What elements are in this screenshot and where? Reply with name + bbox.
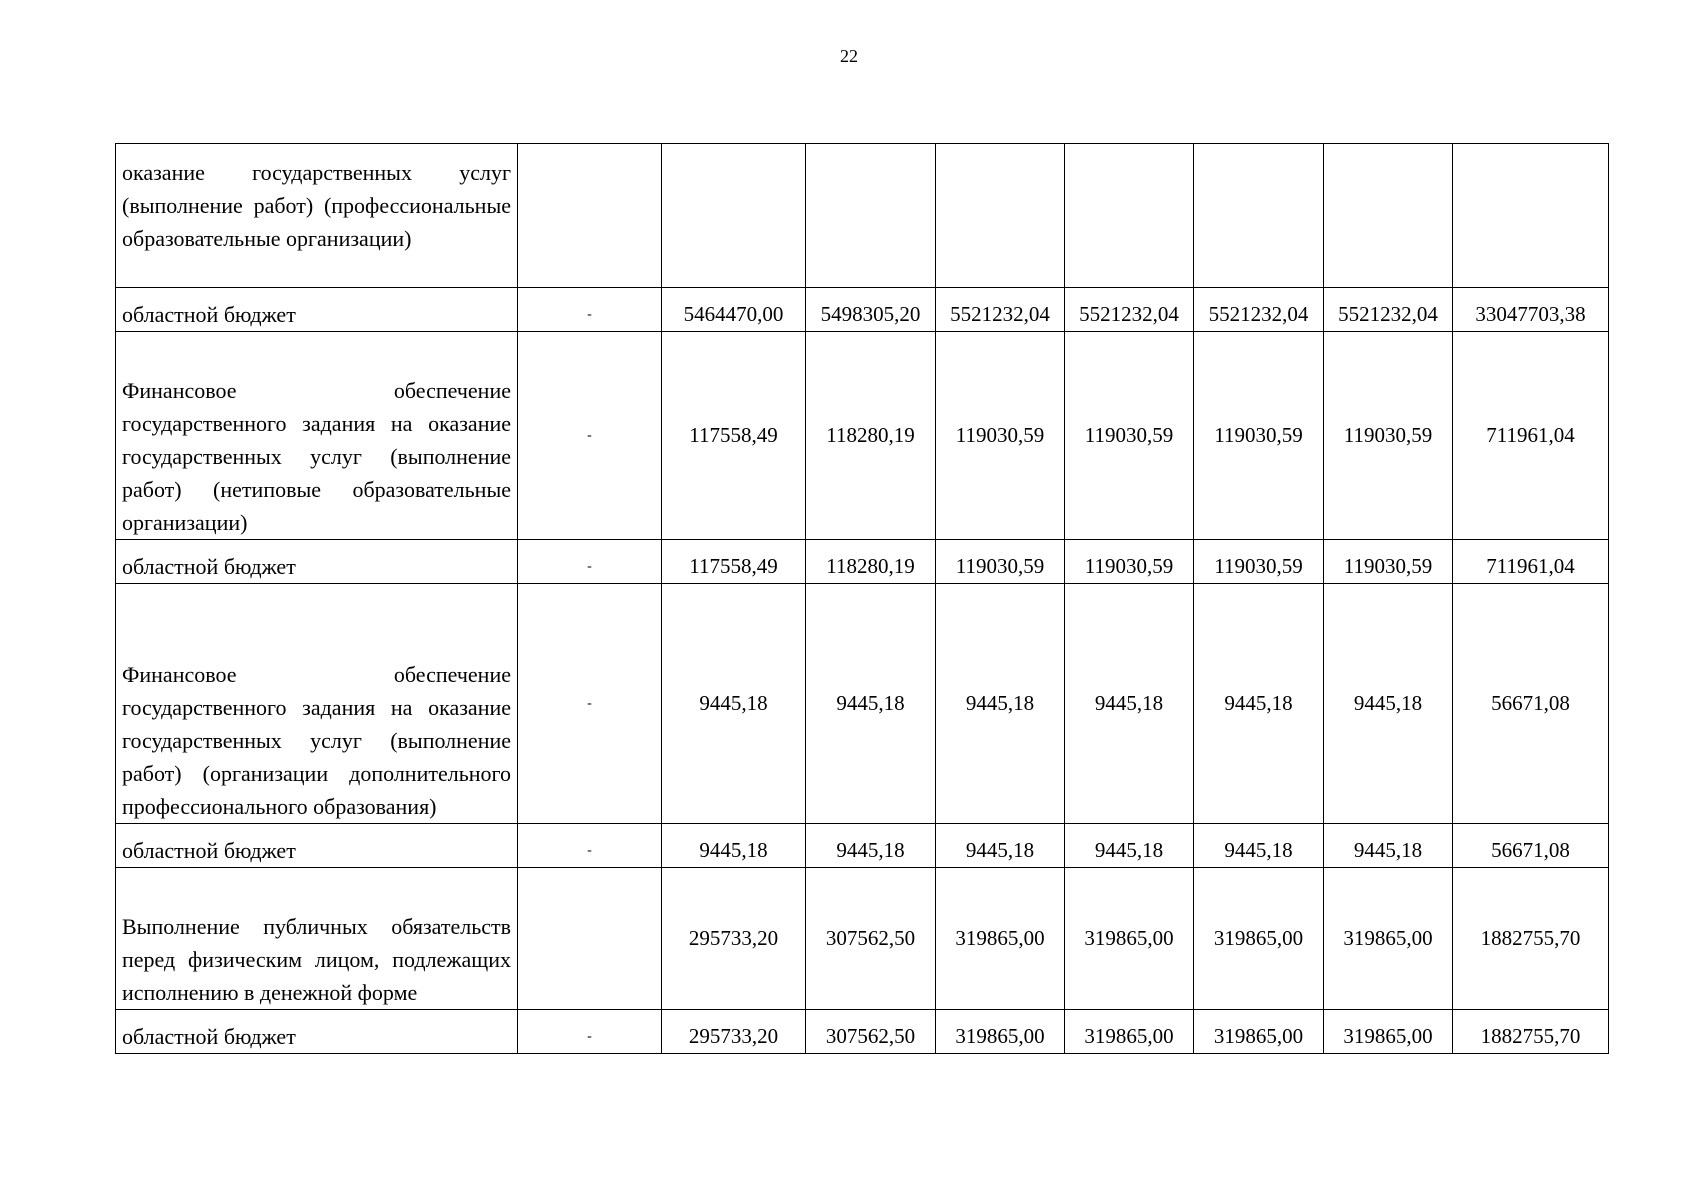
value-cell: 319865,00 [1194, 1010, 1324, 1054]
value-cell: 119030,59 [1194, 540, 1324, 584]
value-cell: 119030,59 [1194, 332, 1324, 540]
total-cell: 1882755,70 [1453, 1010, 1609, 1054]
value-cell: 307562,50 [806, 868, 936, 1010]
row-code: - [518, 1010, 662, 1054]
total-cell: 1882755,70 [1453, 868, 1609, 1010]
total-cell: 56671,08 [1453, 824, 1609, 868]
value-cell: 319865,00 [1324, 1010, 1453, 1054]
row-description: Финансовое обеспечение государственного задания на оказание государственных услуг (выполнение работ) (нетиповые образовательные организации) [116, 332, 518, 540]
value-cell: 119030,59 [1065, 332, 1194, 540]
value-cell: 9445,18 [806, 824, 936, 868]
value-cell: 319865,00 [1324, 868, 1453, 1010]
value-cell [936, 144, 1065, 288]
value-cell [1065, 144, 1194, 288]
value-cell [806, 144, 936, 288]
value-cell: 295733,20 [662, 868, 806, 1010]
value-cell [1324, 144, 1453, 288]
value-cell [662, 144, 806, 288]
table-row [116, 144, 1609, 288]
table-row [116, 540, 1609, 584]
table-row [116, 868, 1609, 1010]
budget-table [115, 143, 1609, 1054]
total-cell: 711961,04 [1453, 540, 1609, 584]
table-row [116, 584, 1609, 824]
row-description: Выполнение публичных обязательств перед физическим лицом, подлежащих исполнению в денежной форме [116, 868, 518, 1010]
row-code [518, 144, 662, 288]
value-cell [1194, 144, 1324, 288]
value-cell: 9445,18 [662, 824, 806, 868]
row-code: - [518, 540, 662, 584]
table-row [116, 332, 1609, 540]
row-description: областной бюджет [116, 1010, 518, 1054]
value-cell: 5521232,04 [1194, 288, 1324, 332]
value-cell: 5521232,04 [1324, 288, 1453, 332]
value-cell: 9445,18 [662, 584, 806, 824]
value-cell: 9445,18 [806, 584, 936, 824]
row-code [518, 868, 662, 1010]
value-cell: 119030,59 [936, 332, 1065, 540]
value-cell: 9445,18 [1065, 584, 1194, 824]
value-cell: 119030,59 [1324, 540, 1453, 584]
value-cell: 319865,00 [1194, 868, 1324, 1010]
value-cell: 5464470,00 [662, 288, 806, 332]
value-cell: 9445,18 [1065, 824, 1194, 868]
value-cell: 5498305,20 [806, 288, 936, 332]
value-cell: 119030,59 [936, 540, 1065, 584]
value-cell: 118280,19 [806, 540, 936, 584]
value-cell: 9445,18 [936, 584, 1065, 824]
value-cell: 9445,18 [1194, 824, 1324, 868]
value-cell: 119030,59 [1324, 332, 1453, 540]
row-description: областной бюджет [116, 540, 518, 584]
value-cell: 118280,19 [806, 332, 936, 540]
total-cell [1453, 144, 1609, 288]
value-cell: 307562,50 [806, 1010, 936, 1054]
total-cell: 33047703,38 [1453, 288, 1609, 332]
table-row [116, 824, 1609, 868]
value-cell: 9445,18 [1324, 824, 1453, 868]
value-cell: 117558,49 [662, 332, 806, 540]
value-cell: 319865,00 [936, 1010, 1065, 1054]
value-cell: 5521232,04 [936, 288, 1065, 332]
row-description: областной бюджет [116, 288, 518, 332]
value-cell: 319865,00 [1065, 1010, 1194, 1054]
row-code: - [518, 584, 662, 824]
row-description: оказание государственных услуг (выполнение работ) (профессиональные образовательные организации) [116, 144, 518, 288]
page-number: 22 [840, 46, 858, 66]
table-row [116, 1010, 1609, 1054]
row-code: - [518, 332, 662, 540]
row-code: - [518, 824, 662, 868]
row-description: Финансовое обеспечение государственного задания на оказание государственных услуг (выполнение работ) (организации дополнительного профессионального образования) [116, 584, 518, 824]
value-cell: 9445,18 [936, 824, 1065, 868]
value-cell: 5521232,04 [1065, 288, 1194, 332]
value-cell: 319865,00 [1065, 868, 1194, 1010]
value-cell: 119030,59 [1065, 540, 1194, 584]
value-cell: 319865,00 [936, 868, 1065, 1010]
value-cell: 9445,18 [1324, 584, 1453, 824]
value-cell: 295733,20 [662, 1010, 806, 1054]
total-cell: 711961,04 [1453, 332, 1609, 540]
value-cell: 9445,18 [1194, 584, 1324, 824]
value-cell: 117558,49 [662, 540, 806, 584]
total-cell: 56671,08 [1453, 584, 1609, 824]
row-code: - [518, 288, 662, 332]
table-row [116, 288, 1609, 332]
row-description: областной бюджет [116, 824, 518, 868]
